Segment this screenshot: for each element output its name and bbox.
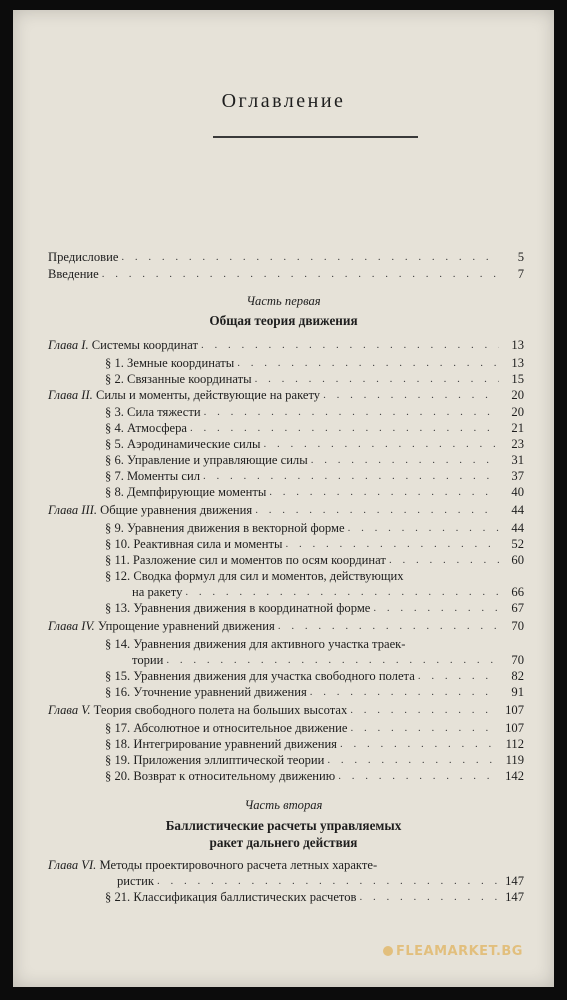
toc-entry-page: 107 [505, 721, 524, 735]
section-number: § 14. [105, 637, 131, 651]
toc-entry-page: 67 [511, 601, 524, 615]
leader-dots [255, 503, 499, 517]
leader-dots [418, 669, 499, 683]
toc-entry-introduction [48, 267, 524, 281]
toc-section [105, 521, 524, 535]
toc-section [105, 637, 406, 651]
leader-dots [327, 753, 499, 767]
toc-section [105, 356, 524, 370]
section-title-continuation: тории [132, 653, 164, 667]
toc-entry-label: Введение [48, 267, 99, 281]
chapter-title: Силы и моменты, действующие на ракету [95, 388, 321, 402]
leader-dots [157, 874, 499, 888]
toc-entry-label [105, 553, 386, 567]
leader-dots [102, 267, 499, 281]
section-title: Демпфирующие моменты [127, 485, 267, 499]
toc-entry-label [105, 769, 335, 783]
toc-entry-label [105, 453, 308, 467]
toc-entry-label [105, 356, 234, 370]
toc-chapter-continuation [117, 874, 524, 888]
chapter-title-continuation: ристик [117, 874, 154, 888]
leader-dots [203, 469, 499, 483]
section-number: § 21. [105, 890, 131, 904]
toc-entry-label [105, 421, 187, 435]
section-title: Аэродинамические силы [127, 437, 261, 451]
toc-entry-label [105, 485, 266, 499]
toc-entry-page: 15 [511, 372, 524, 386]
toc-chapter-6 [48, 858, 377, 872]
toc-entry-page: 119 [505, 753, 524, 767]
section-title: Приложения эллиптической теории [133, 753, 325, 767]
chapter-number: Глава III. [48, 503, 97, 517]
page-title: Оглавление [221, 90, 346, 112]
toc-section [105, 437, 524, 451]
toc-entry-page: 107 [505, 703, 524, 717]
toc-entry-page: 60 [511, 553, 524, 567]
toc-entry-page: 5 [517, 250, 524, 264]
toc-entry-label [48, 388, 320, 402]
toc-entry-page: 147 [505, 874, 524, 888]
toc-section [105, 553, 524, 567]
chapter-title: Методы проектировочного расчета летных характе- [99, 858, 378, 872]
section-number: § 16. [105, 685, 131, 699]
book-page [13, 10, 554, 987]
toc-entry-label [105, 537, 282, 551]
toc-entry-page: 7 [517, 267, 524, 281]
toc-section [105, 769, 524, 783]
toc-section [105, 669, 524, 683]
chapter-title: Теория свободного полета на больших высотах [93, 703, 348, 717]
toc-section [105, 405, 524, 419]
section-number: § 17. [105, 721, 131, 735]
toc-entry-page: 147 [505, 890, 524, 904]
toc-section [105, 453, 524, 467]
toc-section-continuation [132, 585, 524, 599]
part-title-line-1: Баллистические расчеты управляемых [165, 818, 402, 833]
section-number: § 3. [105, 405, 124, 419]
section-title: Классификация баллистических расчетов [133, 890, 357, 904]
toc-chapter-4 [48, 619, 524, 633]
toc-entry-label [105, 669, 415, 683]
section-number: § 20. [105, 769, 131, 783]
toc-section [105, 537, 524, 551]
leader-dots [190, 421, 499, 435]
toc-entry-label [105, 753, 324, 767]
toc-entry-page: 13 [511, 338, 524, 352]
part-title-line-2: ракет дальнего действия [209, 835, 358, 850]
toc-section [105, 569, 404, 583]
section-number: § 11. [105, 553, 130, 567]
toc-entry-label [105, 685, 307, 699]
toc-chapter-1 [48, 338, 524, 352]
toc-entry-page: 20 [511, 388, 524, 402]
toc-entry-label [48, 619, 275, 633]
leader-dots [350, 721, 499, 735]
watermark-logo-icon [383, 946, 393, 956]
toc-chapter-2 [48, 388, 524, 402]
toc-entry-page: 21 [511, 421, 524, 435]
section-title: Уравнения движения для активного участка траек- [133, 637, 406, 651]
leader-dots [373, 601, 499, 615]
toc-entry-page: 40 [511, 485, 524, 499]
leader-dots [237, 356, 499, 370]
leader-dots [359, 890, 499, 904]
toc-entry-label [48, 338, 198, 352]
toc-entry-label: Предисловие [48, 250, 119, 264]
toc-section [105, 753, 524, 767]
toc-section [105, 890, 524, 904]
toc-entry-page: 112 [505, 737, 524, 751]
leader-dots [340, 737, 499, 751]
section-number: § 8. [105, 485, 124, 499]
section-title: Уравнения движения для участка свободного полета [133, 669, 415, 683]
toc-entry-label [105, 737, 337, 751]
section-number: § 1. [105, 356, 124, 370]
toc-section [105, 485, 524, 499]
toc-entry-label [105, 890, 356, 904]
toc-entry-page: 13 [511, 356, 524, 370]
chapter-title: Общие уравнения движения [100, 503, 253, 517]
section-title-continuation: на ракету [132, 585, 183, 599]
toc-section [105, 721, 524, 735]
section-title: Возврат к относительному движению [133, 769, 336, 783]
toc-entry-page: 44 [511, 521, 524, 535]
toc-entry-label [48, 503, 252, 517]
toc-entry-page: 31 [511, 453, 524, 467]
leader-dots [121, 250, 499, 264]
leader-dots [269, 485, 499, 499]
chapter-number: Глава I. [48, 338, 89, 352]
section-number: § 9. [105, 521, 124, 535]
leader-dots [310, 685, 499, 699]
leader-dots [204, 405, 499, 419]
part-heading: Часть вторая [244, 798, 323, 812]
leader-dots [338, 769, 499, 783]
toc-entry-label [105, 372, 252, 386]
watermark-text: FLEAMARKET.BG [396, 944, 523, 959]
toc-entry-page: 52 [511, 537, 524, 551]
leader-dots [185, 585, 499, 599]
chapter-number: Глава V. [48, 703, 91, 717]
section-title: Уравнения движения в координатной форме [133, 601, 371, 615]
toc-entry-label [48, 703, 347, 717]
toc-section [105, 737, 524, 751]
leader-dots [278, 619, 499, 633]
section-number: § 19. [105, 753, 131, 767]
toc-entry-page: 44 [511, 503, 524, 517]
toc-entry-page: 70 [511, 619, 524, 633]
toc-section [105, 469, 524, 483]
section-title: Уравнения движения в векторной форме [127, 521, 345, 535]
section-number: § 2. [105, 372, 124, 386]
leader-dots [311, 453, 499, 467]
section-title: Интегрирование уравнений движения [133, 737, 337, 751]
section-number: § 10. [105, 537, 131, 551]
section-number: § 15. [105, 669, 131, 683]
section-title: Атмосфера [127, 421, 187, 435]
chapter-title: Упрощение уравнений движения [97, 619, 275, 633]
section-number: § 13. [105, 601, 131, 615]
toc-entry-label [105, 437, 260, 451]
section-title: Уточнение уравнений движения [133, 685, 307, 699]
section-title: Абсолютное и относительное движение [133, 721, 348, 735]
toc-entry-label [105, 721, 347, 735]
toc-entry-page: 142 [505, 769, 524, 783]
section-title: Управление и управляющие силы [127, 453, 308, 467]
section-number: § 4. [105, 421, 124, 435]
section-number: § 18. [105, 737, 131, 751]
watermark [383, 944, 523, 959]
toc-entry-page: 20 [511, 405, 524, 419]
toc-entry-page: 66 [511, 585, 524, 599]
chapter-number: Глава II. [48, 388, 93, 402]
chapter-number: Глава IV. [48, 619, 95, 633]
toc-section [105, 601, 524, 615]
chapter-number: Глава VI. [48, 858, 97, 872]
toc-entry-page: 23 [511, 437, 524, 451]
section-number: § 12. [105, 569, 131, 583]
leader-dots [348, 521, 499, 535]
toc-entry-preface [48, 250, 524, 264]
toc-entry-page: 70 [511, 653, 524, 667]
section-title: Связанные координаты [127, 372, 252, 386]
leader-dots [255, 372, 499, 386]
toc-entry-label [105, 469, 200, 483]
leader-dots [285, 537, 499, 551]
section-title: Земные координаты [127, 356, 235, 370]
toc-entry-label [105, 601, 370, 615]
title-divider [213, 136, 418, 138]
part-heading: Часть первая [246, 294, 321, 308]
leader-dots [263, 437, 499, 451]
leader-dots [166, 653, 499, 667]
toc-entry-page: 37 [511, 469, 524, 483]
leader-dots [389, 553, 499, 567]
part-title: Общая теория движения [209, 313, 358, 328]
leader-dots [201, 338, 499, 352]
section-number: § 6. [105, 453, 124, 467]
toc-chapter-3 [48, 503, 524, 517]
toc-chapter-5 [48, 703, 524, 717]
section-number: § 5. [105, 437, 124, 451]
section-number: § 7. [105, 469, 124, 483]
section-title: Реактивная сила и моменты [133, 537, 283, 551]
toc-section [105, 372, 524, 386]
toc-entry-label [105, 521, 345, 535]
leader-dots [323, 388, 499, 402]
section-title: Моменты сил [127, 469, 201, 483]
section-title: Сводка формул для сил и моментов, действующих [133, 569, 404, 583]
section-title: Сила тяжести [127, 405, 201, 419]
toc-section-continuation [132, 653, 524, 667]
toc-section [105, 685, 524, 699]
leader-dots [350, 703, 499, 717]
chapter-title: Системы координат [91, 338, 199, 352]
toc-entry-page: 91 [511, 685, 524, 699]
section-title: Разложение сил и моментов по осям координат [132, 553, 386, 567]
toc-entry-label [105, 405, 201, 419]
toc-section [105, 421, 524, 435]
toc-entry-page: 82 [511, 669, 524, 683]
